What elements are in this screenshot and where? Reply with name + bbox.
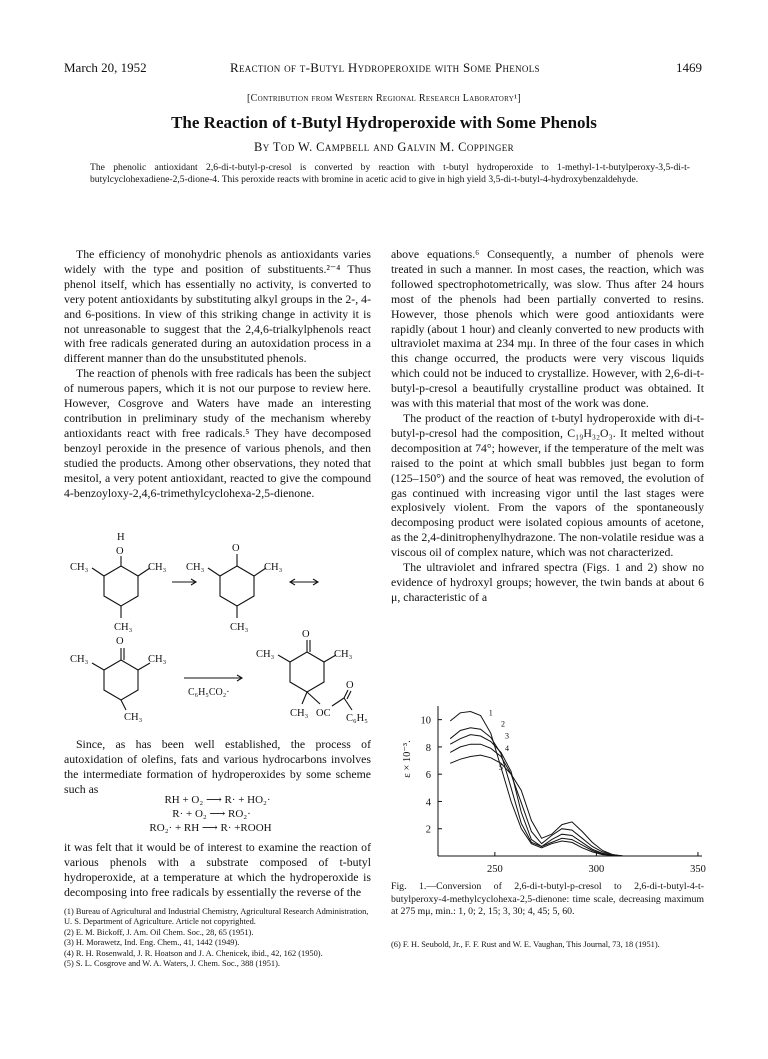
equation-2: R· + O₂ ⟶ RO₂· <box>172 808 251 820</box>
scheme-reagent: C₆H₅CO₂· <box>188 687 230 698</box>
page-date: March 20, 1952 <box>64 60 147 75</box>
scheme-oc: OC <box>316 708 331 719</box>
footnote-6: (6) F. H. Seubold, Jr., F. F. Rust and W. E. Vaughan, This Journal, 73, 18 (1951). <box>391 940 660 949</box>
y-tick-label: 10 <box>420 715 431 727</box>
right-paragraph-2: The product of the reaction of t-butyl hydroperoxide with di-t-butyl-p-cresol had the composition, C₁₉H₃₂O₃. It melted without decomposition at 74°; however, if the temperature of the melt was raised to the point at which small bubbles just began to form (125–150°) and the source of heat was removed, the evolution of gas continued with increasing vigor until the last stages were explosively violent. From the vapors of the spontaneously decomposing product were isolated copious amounts of acetone, as the 2,4-dinitrophenylhydrazone. The non-volatile residue was a viscous oil of complex nature, which was not characterized. <box>391 410 704 560</box>
ring-radical <box>220 566 254 606</box>
left-paragraph-3: Since, as has been well established, the process of autoxidation of olefins, fats and various hydrocarbons involves the intermediate formation of hydroperoxides by some scheme such as <box>64 737 371 796</box>
scheme-ch3-3a: CH₃ <box>70 654 89 665</box>
scheme-ch3-1b: CH₃ <box>148 562 167 573</box>
footnotes-right <box>391 940 704 950</box>
scheme-ch3-4c: CH₃ <box>290 708 309 719</box>
footnotes-left <box>64 907 371 969</box>
dienone-ring <box>104 660 138 700</box>
scheme-ch3-1c: CH₃ <box>114 622 133 633</box>
scheme-ch3-1a: CH₃ <box>70 562 89 573</box>
equation-block <box>64 793 371 835</box>
product-ring <box>290 652 324 692</box>
article-title: The Reaction of t-Butyl Hydroperoxide with Some Phenols <box>171 113 597 132</box>
left-paragraph-1: The efficiency of monohydric phenols as antioxidants varies widely with the type and position of substituents.²⁻⁴ Thus phenol itself, which has essentially no activity, is converted to very potent antioxidants by substituting alkyl groups in the 2-, 4- and 6-positions. In view of this striking change in activity it is not unreasonable to suggest that the 2,4,6-trialkylphenols react with free radicals generated during an autoxidation process in a different manner than do the unsubstituted phenols. <box>64 247 371 366</box>
scheme-ch3-2c: CH₃ <box>230 622 249 633</box>
scheme-h: H <box>117 532 125 543</box>
figure-1-chart <box>390 700 708 878</box>
scheme-o-4: O <box>302 629 310 640</box>
left-column-end <box>64 840 371 900</box>
left-column-continued <box>64 737 371 797</box>
y-tick-label: 6 <box>425 770 431 782</box>
footnote-1: (1) Bureau of Agricultural and Industrial Chemistry, Agricultural Research Administration, U. S. Department of Agriculture. Article not copyrighted. <box>64 907 369 927</box>
x-tick-label: 350 <box>690 864 706 875</box>
scheme-o-5: O <box>346 680 354 691</box>
y-tick-label: 8 <box>425 742 431 754</box>
figure-caption: Fig. 1.—Conversion of 2,6-di-t-butyl-p-cresol to 2,6-di-t-butyl-4-t-butylperoxy-4-methylcyclohexa-2,5-dienone: time scale, decreasing maximum at 275 mμ, min.: 1, 0; 2, 15; 3, 30; 4, 45; 5, 60. <box>391 881 704 917</box>
y-tick-label: 4 <box>425 797 431 809</box>
scheme-ch3-2b: CH₃ <box>264 562 283 573</box>
footnote-3: (3) H. Morawetz, Ind. Eng. Chem., 41, 1442 (1949). <box>64 938 240 948</box>
chart-text <box>402 709 706 875</box>
curve-label-5: 5 <box>498 763 503 773</box>
running-title: Reaction of t-Butyl Hydroperoxide with Some Phenols <box>230 60 540 75</box>
scheme-ch3-4b: CH₃ <box>334 649 353 660</box>
scheme-ch3-2a: CH₃ <box>186 562 205 573</box>
equation-3: RO₂· + RH ⟶ R· +ROOH <box>149 822 272 834</box>
scheme-ch3-3b: CH₃ <box>148 654 167 665</box>
curve-label-4: 4 <box>505 744 510 753</box>
scheme-o-1: O <box>116 546 124 557</box>
left-column-intro <box>64 247 371 500</box>
footnote-4: (4) R. H. Rosenwald, J. R. Hoatson and J. A. Chenicek, ibid., 42, 162 (1950). <box>64 948 323 958</box>
right-paragraph-3: The ultraviolet and infrared spectra (Figs. 1 and 2) show no evidence of hydroxyl groups; however, the twin bands at about 6 μ, characteristic of a <box>391 560 704 604</box>
x-tick-label: 300 <box>588 864 605 875</box>
page-number: 1469 <box>676 60 702 75</box>
scheme-ch3-3c: CH₃ <box>124 712 143 723</box>
curve-label-2: 2 <box>500 719 505 729</box>
series-line-4 <box>450 744 633 856</box>
equation-1: RH + O₂ ⟶ R· + HO₂· <box>164 794 271 806</box>
scheme-o-2: O <box>232 543 240 554</box>
series-line-5 <box>450 755 633 856</box>
y-tick-label: 2 <box>425 824 431 836</box>
series-line-2 <box>450 728 633 856</box>
right-column <box>391 247 704 605</box>
benzene-ring-1 <box>104 566 138 606</box>
curve-label-1: 1 <box>488 708 493 718</box>
abstract: The phenolic antioxidant 2,6-di-t-butyl-p-cresol is converted by reaction with t-butyl hydroperoxide to 1-methyl-1-t-butylperoxy-3,5-di-t-butylcyclohexadiene-2,5-dione-4. This peroxide reacts with bromine in acetic acid to give in high yield 3,5-di-t-butyl-4-hydroxybenzaldehyde. <box>90 162 690 186</box>
contribution-line: [Contribution from Western Regional Research Laboratory¹] <box>246 93 521 104</box>
left-paragraph-4: it was felt that it would be of interest to examine the reaction of various phenols with a substrate composed of t-butyl hydroperoxide, at a temperature at which the hydroperoxide is decomposing into free radicals by essentially the reverse of the <box>64 840 371 899</box>
scheme-c6h5: C₆H₅ <box>346 713 368 724</box>
series-line-1 <box>450 712 633 857</box>
y-axis-label: ε × 10⁻³. <box>402 740 413 778</box>
scheme-ch3-4a: CH₃ <box>256 649 275 660</box>
chart-curves <box>450 712 633 857</box>
scheme-o-3: O <box>116 636 124 647</box>
reaction-scheme <box>64 520 374 735</box>
x-tick-label: 250 <box>486 864 503 875</box>
byline: By Tod W. Campbell and Galvin M. Coppinger <box>253 140 515 154</box>
footnote-2: (2) E. M. Bickoff, J. Am. Oil Chem. Soc., 28, 65 (1951). <box>64 927 254 937</box>
right-paragraph-1: above equations.⁶ Consequently, a number of phenols were treated in such a manner. In most cases, the reaction, which was followed spectrophotometrically, was slow. Thus after 24 hours most of the phenols had been partially converted to resins. However, those phenols which were good antioxidants were rapidly (about 1 hour) and cleanly converted to new products with ultraviolet maxima at 234 mμ. In three of the four cases in which this change occurred, the products were very viscous liquids which could not be induced to crystallize. However, with 2,6-di-t-butyl-p-cresol a beautifully crystalline product was obtained. It was with this material that most of the work was done. <box>391 247 704 411</box>
curve-label-3: 3 <box>505 731 510 741</box>
footnote-5: (5) S. L. Cosgrove and W. A. Waters, J. Chem. Soc., 388 (1951). <box>64 959 280 969</box>
left-paragraph-2: The reaction of phenols with free radicals has been the subject of numerous papers, which it is not our purpose to review here. However, Cosgrove and Waters have made an interesting contribution in preliminary study of the mechanism whereby antioxidants react with free radicals.⁵ They have decomposed benzoyl peroxide in the presence of various phenols, and then studied the products. Among other observations, they noted that mesitol, a very potent antioxidant, reacted to give the compound 4-benzoyloxy-2,4,6-trimethylcyclohexa-2,5-dienone. <box>64 366 371 500</box>
